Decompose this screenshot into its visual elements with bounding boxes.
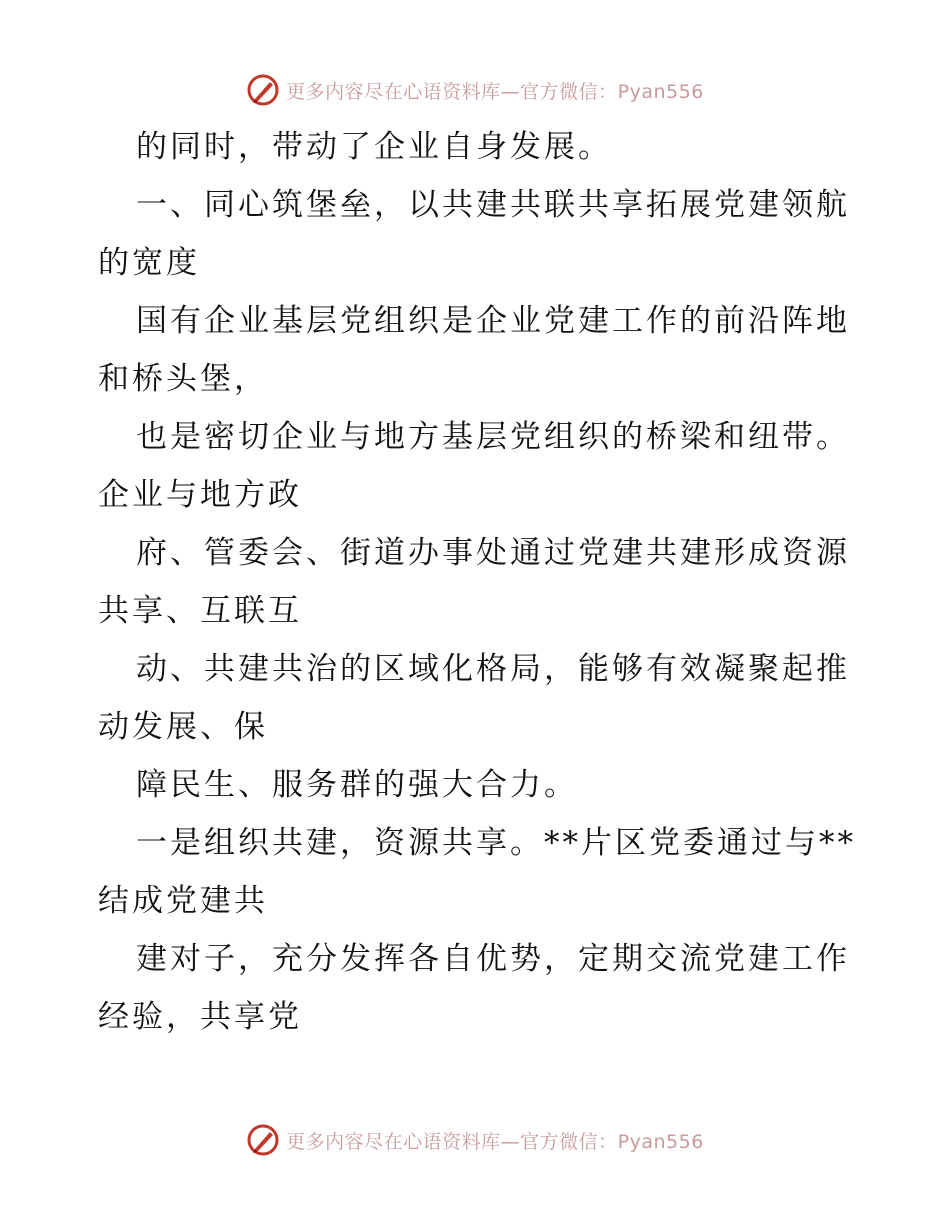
pen-logo-icon [246, 73, 280, 107]
text-line: 一是组织共建，资源共享。**片区党委通过与** [136, 825, 856, 861]
text-line: 的同时，带动了企业自身发展。 [136, 129, 612, 165]
text-line: 结成党建共 [98, 883, 268, 919]
text-line: 动、共建共治的区域化格局，能够有效凝聚起推 [136, 651, 850, 687]
text-line: 也是密切企业与地方基层党组织的桥梁和纽带。 [136, 419, 850, 455]
section-heading-line: 的宽度 [98, 245, 200, 281]
pen-logo-icon [246, 1123, 280, 1157]
text-line: 府、管委会、街道办事处通过党建共建形成资源 [136, 535, 850, 571]
section-heading-line: 一、同心筑堡垒，以共建共联共享拓展党建领航 [136, 187, 850, 223]
footer-watermark-text: 更多内容尽在心语资料库—官方微信：Pyan556 [286, 1130, 704, 1153]
text-line: 动发展、保 [98, 709, 268, 745]
footer-watermark-banner [0, 1120, 950, 1160]
header-watermark-banner [0, 70, 950, 110]
text-line: 共享、互联互 [98, 593, 302, 629]
text-line: 企业与地方政 [98, 477, 302, 513]
header-watermark-text: 更多内容尽在心语资料库—官方微信：Pyan556 [286, 80, 704, 103]
text-line: 和桥头堡， [98, 361, 268, 397]
text-line: 障民生、服务群的强大合力。 [136, 767, 578, 803]
text-line: 国有企业基层党组织是企业党建工作的前沿阵地 [136, 303, 850, 339]
text-line: 建对子，充分发挥各自优势，定期交流党建工作 [136, 941, 850, 977]
text-line: 经验，共享党 [98, 999, 302, 1035]
document-body [98, 118, 858, 1046]
